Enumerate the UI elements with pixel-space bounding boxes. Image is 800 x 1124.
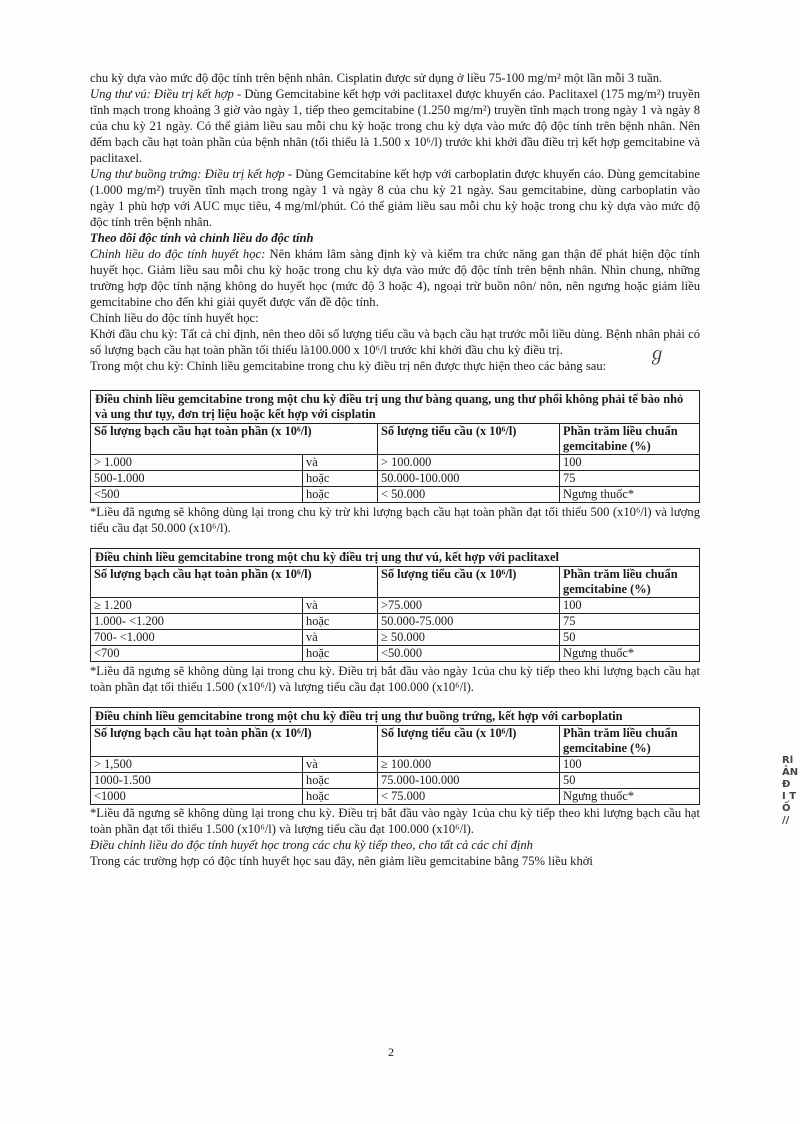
table-cell: ≥ 100.000 [378,757,560,773]
paragraph-ovarian-cancer [90,166,700,230]
subsequent-cycles-heading: Điều chỉnh liều do độc tính huyết học trong các chu kỳ tiếp theo, cho tất cả các chỉ định [90,838,533,852]
table-caption: Điều chỉnh liều gemcitabine trong một chu kỳ điều trị ung thư bàng quang, ung thư phổi không phải tế bào nhỏ và ung thư tụy, đơn trị liệu hoặc kết hợp với cisplatin [91,391,700,424]
table-cell: 75.000-100.000 [378,773,560,789]
table-cell: 500-1.000 [91,471,303,487]
column-header: Số lượng bạch cầu hạt toàn phần (x 10⁶/l) [91,424,378,455]
table-cell: 1000-1.500 [91,773,303,789]
table-cell: <1000 [91,789,303,805]
toxicity-heading: Chỉnh liều do độc tính huyết học: [90,247,266,261]
paragraph-within-cycle: Trong một chu kỳ: Chỉnh liều gemcitabine trong chu kỳ điều trị nên được thực hiện theo các bảng sau: [90,359,607,373]
table-cell: >75.000 [378,598,560,614]
table-cell: 700- <1.000 [91,630,303,646]
table-row [91,598,700,614]
table-cell: hoặc [303,789,378,805]
table-caption: Điều chỉnh liều gemcitabine trong một chu kỳ điều trị ung thư vú, kết hợp với paclitaxel [91,549,700,567]
table-cell: 50 [560,773,700,789]
table-row [91,487,700,503]
table-row [91,789,700,805]
table-cell: > 100.000 [378,455,560,471]
table-cell: 75 [560,614,700,630]
table-cell: và [303,598,378,614]
table-row [91,614,700,630]
dose-table-ovarian [90,707,700,805]
table-cell: 1.000- <1.200 [91,614,303,630]
table-caption: Điều chỉnh liều gemcitabine trong một chu kỳ điều trị ung thư buồng trứng, kết hợp với carboplatin [91,708,700,726]
table-cell: hoặc [303,614,378,630]
page-number: 2 [388,1045,394,1059]
column-header: Phần trăm liều chuẩn gemcitabine (%) [560,726,700,757]
table-cell: ≥ 50.000 [378,630,560,646]
table-cell: hoặc [303,471,378,487]
table-cell: 50.000-100.000 [378,471,560,487]
toxicity-text: Nên khám lâm sàng định kỳ và kiểm tra chức năng gan thận để phát hiện độc tính huyết học. Giảm liều sau mỗi chu kỳ hoặc trong chu kỳ dựa vào mức độ độc tính trên bệnh nhân. Nhìn chung, những trường hợp độc tính nặng không do huyết học (mức độ 3 hoặc 4), ngoại trừ buồn nôn/ nôn, nên ngưng hoặc giảm liều gemcitabine cho đến khi giải quyết được vấn đề độc tính. [90,247,700,309]
table-cell: Ngưng thuốc* [560,487,700,503]
ovarian-cancer-text: - Dùng Gemcitabine kết hợp với carboplatin được khuyến cáo. Dùng gemcitabine (1.000 mg/m²) truyền tĩnh mạch trong ngày 1 và ngày 8 của chu kỳ 21 ngày. Sau gemcitabine, dùng carboplatin vào ngày 1 phù hợp với AUC mục tiêu, 4 mg/ml/phút. Có thể giảm liều sau mỗi chu kỳ hoặc trong chu kỳ dựa vào mức độ độc tính trên bệnh nhân. [90,167,701,229]
table-row [91,773,700,789]
table-cell: 50.000-75.000 [378,614,560,630]
table-cell: < 75.000 [378,789,560,805]
dose-table-breast [90,548,700,662]
column-header: Phần trăm liều chuẩn gemcitabine (%) [560,567,700,598]
table-cell: 100 [560,757,700,773]
table-row [91,757,700,773]
column-header: Số lượng bạch cầu hạt toàn phần (x 10⁶/l) [91,726,378,757]
table-cell: hoặc [303,487,378,503]
table-row [91,471,700,487]
column-header: Số lượng bạch cầu hạt toàn phần (x 10⁶/l) [91,567,378,598]
section-heading: Theo dõi độc tính và chỉnh liều do độc tính [90,231,314,245]
table-cell: 100 [560,455,700,471]
paragraph-cisplatin: chu kỳ dựa vào mức độ độc tính trên bệnh nhân. Cisplatin được sử dụng ở liều 75-100 mg/m² một lần mỗi 3 tuần. [90,71,663,85]
column-header: Số lượng tiểu cầu (x 10⁶/l) [378,726,560,757]
breast-cancer-text: - Dùng Gemcitabine kết hợp với paclitaxel được khuyến cáo. Paclitaxel (175 mg/m²) truyền tĩnh mạch trong khoảng 3 giờ vào ngày 1, tiếp theo gemcitabine (1.250 mg/m²) truyền tĩnh mạch trong ngày 1 và ngày 8 của chu kỳ 21 ngày. Có thể giảm liều sau mỗi chu kỳ hoặc trong chu kỳ dựa vào mức độ độc tính trên bệnh nhân. Nên đếm bạch cầu hạt toàn phần của bệnh nhân (tối thiểu là 1.500 x 10⁶/l) trước khi khởi đầu điều trị kết hợp gemcitabine và paclitaxel. [90,87,700,165]
table-cell: 100 [560,598,700,614]
breast-cancer-heading: Ung thư vú: Điều trị kết hợp [90,87,234,101]
table-cell: Ngưng thuốc* [560,789,700,805]
table-cell: hoặc [303,646,378,662]
ovarian-cancer-heading: Ung thư buồng trứng: Điều trị kết hợp [90,167,285,181]
document-body [90,70,700,869]
paragraph-breast-cancer [90,86,700,166]
column-header: Số lượng tiểu cầu (x 10⁶/l) [378,424,560,455]
table-cell: và [303,757,378,773]
side-stamp: Rl ẢN Đ I T Ố // [782,755,799,826]
dose-table-bladder [90,390,700,503]
paragraph-final: Trong các trường hợp có độc tính huyết học sau đây, nên giảm liều gemcitabine bằng 75% liều khởi [90,854,593,868]
table-cell: và [303,630,378,646]
paragraph-toxicity [90,246,700,310]
table-cell: Ngưng thuốc* [560,646,700,662]
paragraph-cycle-start: Khởi đầu chu kỳ: Tất cả chỉ định, nên theo dõi số lượng tiểu cầu và bạch cầu hạt trước mỗi liều dùng. Bệnh nhân phải có số lượng bạch cầu hạt toàn phần tối thiểu là100.000 x 10⁶/l trước khi khởi đầu chu kỳ điều trị. [90,327,700,357]
table-row [91,455,700,471]
table-cell: <50.000 [378,646,560,662]
table-row [91,630,700,646]
table-cell: > 1.000 [91,455,303,471]
table-cell: < 50.000 [378,487,560,503]
table-cell: và [303,455,378,471]
column-header: Số lượng tiểu cầu (x 10⁶/l) [378,567,560,598]
table-note: *Liều đã ngưng sẽ không dùng lại trong chu kỳ. Điều trị bắt đầu vào ngày 1của chu kỳ tiếp theo khi lượng bạch cầu hạt toàn phần đạt tối thiểu 1.500 (x10⁶/l) và lượng tiểu cầu đạt 100.000 (x10⁶/l). [90,806,700,836]
table-cell: > 1,500 [91,757,303,773]
table-cell: 50 [560,630,700,646]
table-cell: 75 [560,471,700,487]
handwritten-mark: ℊ [648,344,666,365]
table-note: *Liều đã ngưng sẽ không dùng lại trong chu kỳ trừ khi lượng bạch cầu hạt toàn phần đạt tối thiểu 500 (x10⁶/l) và lượng tiểu cầu đạt 50.000 (x10⁶/l). [90,505,700,535]
table-row [91,646,700,662]
table-cell: <700 [91,646,303,662]
table-cell: hoặc [303,773,378,789]
paragraph-hematologic: Chỉnh liều do độc tính huyết học: [90,311,259,325]
table-cell: ≥ 1.200 [91,598,303,614]
table-note: *Liều đã ngưng sẽ không dùng lại trong chu kỳ. Điều trị bắt đầu vào ngày 1của chu kỳ tiếp theo khi lượng bạch cầu hạt toàn phần đạt tối thiểu 1.500 (x10⁶/l) và lượng tiểu cầu đạt 100.000 (x10⁶/l). [90,664,700,694]
column-header: Phần trăm liều chuẩn gemcitabine (%) [560,424,700,455]
table-cell: <500 [91,487,303,503]
